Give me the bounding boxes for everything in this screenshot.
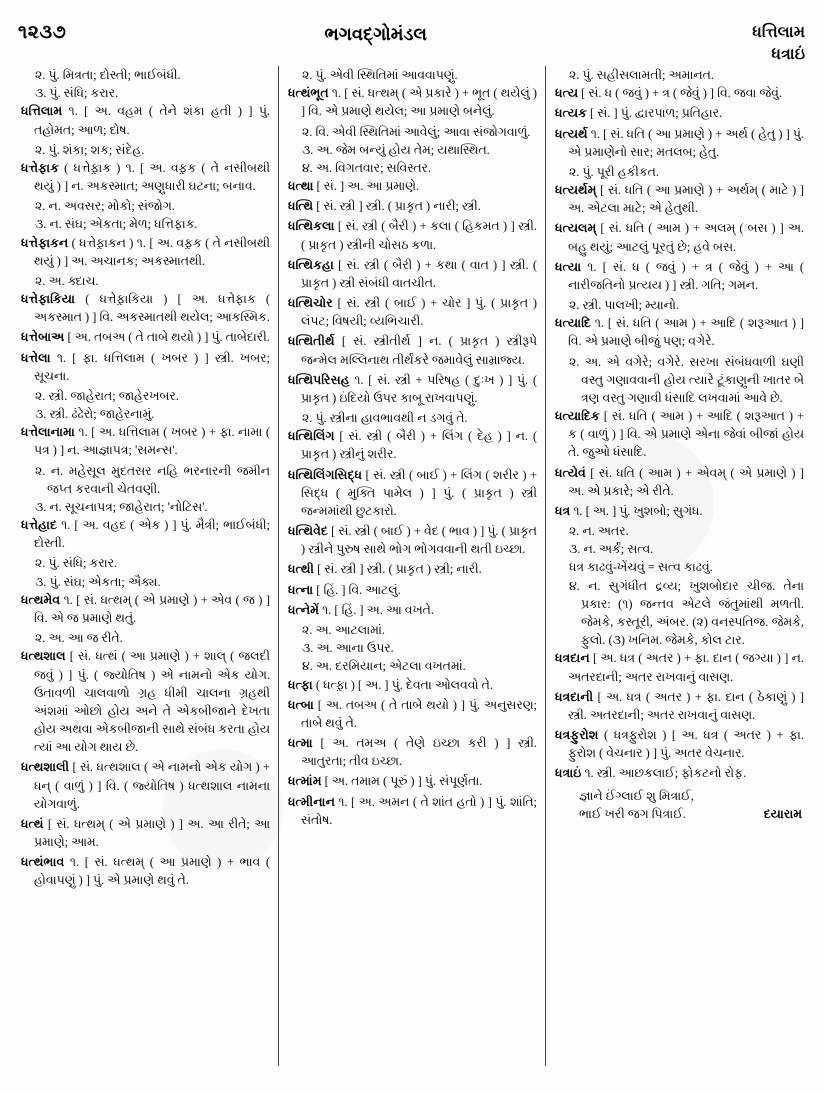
dictionary-entry	[288, 256, 537, 292]
entry-definition: [ અ. તબઅ ( તે તાબે થયો ) ] પું. તાબેદારી.	[64, 330, 270, 345]
book-title: ભગવદ્ગોમંડલ	[324, 24, 427, 44]
dictionary-entry	[21, 758, 270, 813]
entry-definition: [ સં. ધત્થં ( આ પ્રમાણે ) + શાલ્ ( જલદી જવું ) ] પું. ( જ્યોતિષ ) એ નામનો એક યોગ. ઉતાવળી ચાલવાળો ગ્રહ ધીમી ચાલના ગ્રહથી અંશમાં ઓછો હોય અને તે એકબીજાને દેખતા હોય અથવા એકબીજાની સાથે સંબંધ કરતા હોય ત્યાં આ યોગ થાય છે.	[34, 649, 270, 755]
dictionary-entry	[288, 466, 537, 521]
entry-definition: ( ધત્તેફ઼ાકન ) ૧. [ અ. વફ઼ક ( તે નસીબથી થયું ) ] અ. અચાનક; અકસ્માતથી.	[34, 235, 270, 268]
entry-headword: ધત્યાદિ	[555, 316, 591, 331]
column-2	[279, 66, 546, 1076]
dictionary-entry	[555, 464, 804, 500]
sense-line: ૩. ન. અર્કં; સત્વ.	[569, 542, 654, 557]
entry-definition: [ સં. સ્ત્રી ( બાઈ ) + ચોર ] પું. ( પ્રાકૃત ) લંપટ; વિષયી; વ્યભિચારી.	[301, 296, 537, 329]
entry-headword: ધત્માંમ	[288, 774, 322, 789]
entry-definition: [ હિં. ] વિ. આટલું.	[313, 582, 401, 597]
entry-definition: [ સં. ધ ( જવું ) + ત્ર ( જેવું ) ] વિ. જવા જેવું.	[578, 86, 782, 101]
guide-word-last: ધત્રાઇં	[771, 45, 805, 63]
entry-headword: ધત્થા	[288, 179, 314, 194]
entry-headword: ધત્થિતીર્થ	[288, 334, 335, 349]
guide-word-first: ધત્તિલામ	[752, 24, 805, 41]
entry-headword: ધત્મીનાન	[288, 794, 335, 809]
entry-definition: [ સં. સ્ત્રી ( બૈરી ) + કલા ( હિકમત ) ] સ્ત્રી. ( પ્રાકૃત ) સ્ત્રીની ચોસઠ કળા.	[301, 219, 537, 252]
entry-definition: ૧. [ સં. ધ ( જવું ) + ત્ર ( જેવું ) + આ ( નારીજતિનો પ્રત્યય ) ] સ્ત્રી. ગતિ; ગમન.	[568, 259, 804, 292]
entry-headword: ધત્થિકહા	[288, 257, 334, 272]
entry-definition: ૧. સ્ત્રી. આછકલાઈ; ફોકટનો રોફ.	[581, 766, 747, 781]
sense-line: ૨. વિ. એવી સ્થિતિમાં આવેલું; આવા સંજોગવાળું.	[302, 124, 531, 139]
dictionary-entry	[288, 197, 537, 215]
entry-definition: ( ધત્તેફ઼ાકિયા ) [ અ. ધત્તેફાક ( અકસ્માત ) ] વિ. અકસ્માતથી થયેલ; આકસ્મિક.	[34, 292, 270, 325]
sense-line: ૩. ન. સૂચનાપત્ર; જાહેરાત; 'નોટિસ'.	[35, 499, 208, 514]
entry-definition: [ સં. ] પું. દ્વારપાળ; પ્રતિહાર.	[586, 106, 723, 121]
entry-headword: ધત્તિલામ	[21, 104, 63, 119]
dictionary-entry	[21, 647, 270, 756]
dictionary-entry	[288, 294, 537, 330]
verse-attribution: દયારામ	[763, 807, 802, 822]
sense-line: ૩. અ. જેમ બન્યું હોય તેમ; યથાસ્થિત.	[302, 142, 490, 157]
entry-definition: ૧. [ સં. ધત્થમ્ ( એ પ્રકારે ) + ભૂત ( થયેલું ) ] વિ. એ પ્રમાણે થયેલ; આ પ્રમાણે બનેલું.	[301, 86, 537, 119]
dictionary-entry	[555, 649, 804, 685]
dictionary-entry	[288, 772, 537, 790]
sense-line: ૩. અ. આના ઉપર.	[302, 641, 394, 656]
entry-definition: ૧. [ સં. ધત્થમ્ ( એ પ્રમાણે ) + એવ ( જ ) ] વિ. એ જ પ્રમાણે થતું.	[34, 592, 270, 625]
entry-headword: ધત્તેબાઅ	[21, 330, 65, 345]
dictionary-entry	[555, 726, 804, 762]
entry-definition: ૧. [ અ. વહદ ( એક ) ] પું. મૈત્રી; ભાઈબંધી; દોસ્તી.	[34, 518, 270, 551]
dictionary-entry	[555, 502, 804, 520]
dictionary-entry	[555, 688, 804, 724]
dictionary-entry	[288, 581, 537, 599]
dictionary-entry	[21, 349, 270, 385]
sense-line: ૨. પું. શંકા; શક; સંદેહ.	[35, 142, 145, 157]
dictionary-entry	[555, 104, 804, 122]
dictionary-entry	[555, 125, 804, 161]
entry-headword: ધત્યર્થમ્	[555, 183, 597, 198]
sense-line: ધત્ર કાઢવું-ખેંચવું = સત્વ કાઢવું.	[569, 560, 713, 575]
entry-headword: ધત્યેવં	[555, 465, 586, 480]
sense-line: ૨. પું. સ્ત્રીના હાવભાવથી ન ડગવું તે.	[302, 411, 468, 426]
sense-line: ૨. સ્ત્રી. જાહેરાત; જાહેરખબર.	[35, 388, 179, 403]
entry-definition: ૧. [ હિં. ] અ. આ વખતે.	[319, 602, 434, 617]
dictionary-entry	[555, 314, 804, 350]
dictionary-entry	[288, 676, 537, 694]
entry-headword: ધત્તેફાકન	[21, 235, 69, 250]
entry-definition: ૧. [ અ. વહમ ( તેને શંકા હતી ) ] પું. તહોમત; આળ; દોષ.	[34, 104, 270, 137]
entry-definition: [ સં. સ્ત્રી ( બાઈ ) + વેદ ( ભાવ ) ] પું. ( પ્રાકૃત ) સ્ત્રીને પુરુષ સાથે ભોગ ભોગવવાની થતી ઇચ્છા.	[301, 524, 537, 557]
column-2-body	[288, 66, 537, 829]
entry-headword: ધત્થિચોર	[288, 296, 333, 311]
dictionary-entry	[555, 84, 804, 102]
entry-definition: [ સં. સ્ત્રી ] સ્ત્રી. ( પ્રાકૃત ) નારી; સ્ત્રી.	[313, 199, 481, 214]
entry-definition: ૧. [ સં. ધતિ ( આ પ્રમાણે ) + અર્થ ( હેતુ ) ] પું. એ પ્રમાણેનો સાર; મતલબ; હેતુ.	[568, 126, 804, 159]
sense-line: ૨. અ. આ જ રીતે.	[35, 631, 123, 646]
sense-line: ૨. પું. પૂરી હકીકત.	[569, 164, 659, 179]
dictionary-entry	[21, 591, 270, 627]
entry-headword: ધત્થંભાવ	[21, 855, 65, 870]
dictionary-entry	[288, 793, 537, 829]
dictionary-entry	[288, 177, 537, 195]
column-container	[12, 66, 813, 1076]
entry-definition: [ અ. ધત્ર ( અતર ) + ફા. દાન ( જગ્યા ) ] ન. અતરદાની; અતર રાખવાનું વાસણ.	[568, 651, 804, 684]
entry-definition: [ સં. સ્ત્રી ( બૈરી ) + લિંગ ( દેહ ) ] ન. ( પ્રાકૃત ) સ્ત્રીનું શરીર.	[301, 429, 537, 462]
sense-line: ૩. પું. સંધિ; કરાર.	[35, 86, 119, 101]
dictionary-entry	[21, 423, 270, 459]
column-3-body	[555, 66, 804, 824]
entry-definition: ૧. [ અ. ] પું. ખુશબો; સુગંધ.	[570, 503, 703, 518]
entry-definition: ( ધત્તેફ઼ાક ) ૧. [ અ. વફ઼ક ( તે નસીબથી થયું ) ] ન. અકસ્માત; અણુધારી ઘટના; બનાવ.	[34, 160, 270, 194]
dictionary-entry	[21, 234, 270, 270]
sense-line: ૩. પું. સંઘ; એકતા; ઐક્ય.	[35, 574, 161, 589]
running-head	[12, 14, 813, 66]
entry-headword: ધત્તેફાકિયા	[21, 292, 76, 307]
entry-headword: ધત્રદાન	[555, 651, 590, 666]
entry-headword: ધત્થશાલ	[21, 649, 66, 664]
entry-headword: ધત્થશાલી	[21, 760, 70, 775]
sense-line: ૨. ન. અતર.	[569, 524, 629, 539]
dictionary-entry	[21, 102, 270, 138]
sense-line: ૩. સ્ત્રી. ઢંઢેરો; જાહેરનામું.	[35, 407, 155, 422]
entry-definition: [ સં. સ્ત્રી ] સ્ત્રી. ( પ્રાકૃત ) સ્ત્રી; નારી.	[313, 562, 482, 577]
dictionary-entry	[555, 181, 804, 217]
entry-definition: [ અ. તમઅ ( તેણે ઇચ્છા કરી ) ] સ્ત્રી. આતુરતા; તીવ ઇચ્છા.	[301, 736, 537, 769]
entry-definition: [ સં. સ્ત્રી ( બૈરી ) + કથા ( વાત ) ] સ્ત્રી. ( પ્રાકૃત ) સ્ત્રી સંબંધી વાતચીત.	[301, 257, 537, 290]
dictionary-entry	[21, 853, 270, 889]
entry-headword: ધત્થી	[288, 562, 314, 577]
entry-headword: ધત્ફા	[288, 677, 313, 692]
entry-definition: ૧. [ સં. ધતિ ( આમ ) + આદિ ( શરૂઆત ) ] વિ. એ પ્રમાણે બીજું પણ; વગેરે.	[568, 316, 804, 349]
column-3	[546, 66, 813, 1076]
dictionary-entry	[288, 601, 537, 619]
entry-definition: ૧. [ અ. ધત્તિલામ ( ખબર ) + ફા. નામા ( પત્ર ) ] ન. આજ્ઞાપત્ર; 'સમન્સ'.	[34, 425, 270, 458]
entry-definition: ૧. [ અ. અમન ( તે શાંત હતો ) ] પું. શાંતિ; સંતોષ.	[301, 794, 537, 827]
entry-headword: ધત્યાદિક	[555, 409, 600, 424]
dictionary-entry	[21, 815, 270, 851]
sense-line: ૪. અ. વિગતવાર; સવિસ્તર.	[302, 160, 432, 175]
column-1-body	[21, 66, 270, 890]
entry-headword: ધત્તેહાદ	[21, 518, 58, 533]
entry-headword: ધત્રફુરોશ	[555, 728, 599, 743]
entry-headword: ધત્થિલિંગ	[288, 429, 335, 444]
sense-line: ૨. પું. એવી સ્થિતિમાં આવવાપણું.	[302, 68, 458, 82]
dictionary-entry	[288, 696, 537, 732]
dictionary-entry	[288, 84, 537, 120]
entry-definition: [ અ. તબઅ ( તે તાબે થયો ) ] પું. અનુસરણ; તાબે થવું તે.	[301, 697, 537, 730]
entry-definition: [ અ. તમામ ( પૂરું ) ] પું. સંપૂર્ણતા.	[321, 774, 483, 789]
entry-definition: ( ધત્ફ઼ા ) [ અ. ] પું. દેવતા ઓલવવો તે.	[312, 677, 493, 692]
dictionary-entry	[21, 159, 270, 195]
dictionary-entry	[288, 734, 537, 770]
entry-headword: ધત્તેલા	[21, 350, 51, 365]
entry-headword: ધત્થિલિંગસિદ્ધ	[288, 467, 363, 482]
entry-definition: [ સં. ધતિ ( આમ ) + એવમ્ ( એ પ્રમાણે ) ] અ. એ પ્રકારે; એ રીતે.	[568, 465, 804, 498]
sense-line: ૨. પું. મિત્રતા; દોસ્તી; ભાઈબંધી.	[35, 68, 181, 82]
column-1	[12, 66, 279, 1076]
entry-definition: [ સં. ધત્થમ્ ( એ પ્રમાણે ) ] અ. આ રીતે; આ પ્રમાણે; આમ.	[34, 816, 270, 850]
sense-line: ૪. અ. દરમિયાન; એટલા વખતમાં.	[302, 659, 466, 674]
page-number: ૧૨૩૭	[18, 22, 67, 43]
entry-definition: ૧. [ ફા. ધત્તિલામ ( ખબર ) ] સ્ત્રી. ખબર; સૂચના.	[34, 350, 270, 383]
entry-definition: [ સં. ધતિ ( આ પ્રમાણે ) + અર્થમ્ ( માટે ) ] અ. એટલા માટે; એ હેતુથી.	[568, 183, 804, 216]
dictionary-entry	[21, 516, 270, 552]
sense-line: ૪. ન. સુગંધીત દ્રવ્ય; ખુશબોદાર ચીજ. તેના પ્રકાર: (૧) જન્તવ એટલે જંતુમાંથી મળતી. જેમકે, કસ્તૂરી, અંબર. (૨) વનસ્પતિજ. જેમકે, ફુલો. (૩) ખનિમ. જેમકે, કોલ ટાર.	[569, 578, 804, 648]
dictionary-entry	[21, 328, 270, 346]
dictionary-entry	[288, 522, 537, 558]
sense-line: ૨. ન. મહેસૂલ મુદતસર નહિ ભરનારની જમીન જપ્ત કરવાની ચેતવણી.	[35, 463, 270, 496]
entry-definition: [ અ. ધત્ર ( અતર ) + ફા. દાન ( ઠેકાણું ) ] સ્ત્રી. અતરદાની; અતર રાખવાનું વાસણ.	[568, 689, 804, 722]
sense-line: ૨. ન. અવસર; મોકો; સંજોગ.	[35, 199, 175, 214]
dictionary-entry	[288, 371, 537, 407]
dictionary-entry	[288, 332, 537, 368]
entry-headword: ધત્નેમેં	[288, 602, 319, 617]
entry-headword: ધત્યા	[555, 259, 582, 274]
dictionary-entry	[21, 290, 270, 326]
entry-definition: [ સં. સ્ત્રી ( બાઈ ) + લિંગ ( શરીર ) + સિદ્ધ ( મુક્તિ પામેલ ) ] પું. ( પ્રાકૃત ) સ્ત્રી જન્મમાંથી છુટકારો.	[301, 467, 537, 518]
entry-definition: ( ધત્રફ઼ુરોશ ) [ અ. ધત્ર ( અતર ) + ફા. ફુરોશ ( વેચનાર ) ] પું. અતર વેચનાર.	[568, 728, 804, 761]
sense-line: ૨. અ. આટલામાં.	[302, 622, 385, 637]
entry-definition: [ સં. ધતિ ( આમ ) + આદિ ( શરૂઆત ) + ક ( વાળું ) ] વિ. એ પ્રમાણે એના જેવાં બીજાં હોય તે. જુઓ ધંસાદિ.	[568, 409, 804, 460]
verse-line: દયારામ ભાઈ ખરી જગ પિત્રાઈ.	[579, 805, 804, 824]
dictionary-entry	[555, 764, 804, 782]
entry-definition: [ સં. ધત્થશાલ ( એ નામનો એક યોગ ) + ધન્ ( વાળું ) ] વિ. ( જ્યોતિષ ) ધત્થશાલ નામના યોગવાળું.	[34, 760, 270, 811]
entry-headword: ધત્થિકલા	[288, 219, 335, 234]
entry-headword: ધત્તેલાનામા	[21, 425, 75, 440]
entry-headword: ધત્યલમ્	[555, 221, 597, 236]
sense-line: ૩. ન. સંઘ; એકતા; મેળ; ધત્તિફાક.	[35, 217, 198, 232]
entry-headword: ધત્તેફાક	[21, 160, 59, 175]
entry-headword: ધત્થમેવ	[21, 592, 61, 607]
entry-headword: ધત્ર	[555, 503, 571, 518]
entry-headword: ધત્થંભૂત	[288, 86, 329, 101]
dictionary-entry	[555, 219, 804, 255]
entry-definition: [ સં. ] અ. આ પ્રમાણે.	[313, 179, 420, 194]
entry-headword: ધત્યક	[555, 106, 587, 121]
dictionary-entry	[288, 560, 537, 578]
entry-headword: ધત્થં	[21, 816, 44, 831]
entry-headword: ધત્રાઇં	[555, 766, 582, 781]
entry-headword: ધત્થિવેદ	[288, 524, 328, 539]
entry-definition: [ સં. ધતિ ( આમ ) + અલમ્ ( બસ ) ] અ. બહુ થયું; આટલું પૂરતું છે; હવે બસ.	[568, 221, 804, 254]
sense-line: ૨. સ્ત્રી. પાલખી; મ્યાનો.	[569, 298, 680, 313]
entry-headword: ધત્રદાની	[555, 689, 594, 704]
dictionary-entry	[555, 407, 804, 462]
entry-definition: ૧. [ સં. ધત્થમ્ ( આ પ્રમાણે ) + ભાવ ( હોવાપણું ) ] પું. એ પ્રમાણે થવું તે.	[34, 855, 270, 888]
entry-headword: ધત્ય	[555, 86, 579, 101]
sense-line: ૨. પું. સહીસલામતી; અમાનત.	[569, 68, 714, 82]
verse-line: જ્ઞાને ઈંગ્લાઈ શુ મિત્રાઈ,	[579, 788, 694, 803]
entry-headword: ધત્મા	[288, 736, 313, 751]
entry-definition: ૧. [ સં. સ્ત્રી + પરિષહ ( દુઃખ ) ] પું. ( પ્રાકૃત ) ઇંદિયો ઉપર કાબૂ રાખવાપણું.	[301, 372, 537, 405]
entry-headword: ધત્બા	[288, 697, 314, 712]
sense-line: ૨. અ. એ વગેરે; વગેરે. સરખા સંબંધવાળી ઘણી વસ્તુ ગણાવવાની હોય ત્યારે ટૂંકાણુની ખાતર બે ત્રણ વસ્તુ ગણાવી ધંસાદિ લખવામાં આવે છે.	[569, 354, 804, 405]
dictionary-entry	[288, 427, 537, 463]
sense-line: ૨. અ. ક્દાચ.	[35, 273, 99, 288]
entry-headword: ધત્થિ	[288, 199, 314, 214]
entry-headword: ધત્યર્થ	[555, 126, 588, 141]
entry-definition: [ સં. સ્ત્રીતીર્થ ] ન. ( પ્રાકૃત ) સ્ત્રીરૂપે જન્મેલ મલ્લિનાથ તીર્થંકરે જમાવેલું સામ્રાજ્ય.	[301, 334, 537, 367]
dictionary-entry	[288, 217, 537, 253]
entry-headword: ધત્થિપરિસહ	[288, 372, 350, 387]
dictionary-entry	[555, 258, 804, 294]
sense-line: ૨. પું. સંધિ; કરાર.	[35, 556, 118, 571]
guide-words	[685, 14, 813, 65]
quoted-verse	[555, 787, 804, 824]
entry-headword: ધત્ના	[288, 582, 314, 597]
